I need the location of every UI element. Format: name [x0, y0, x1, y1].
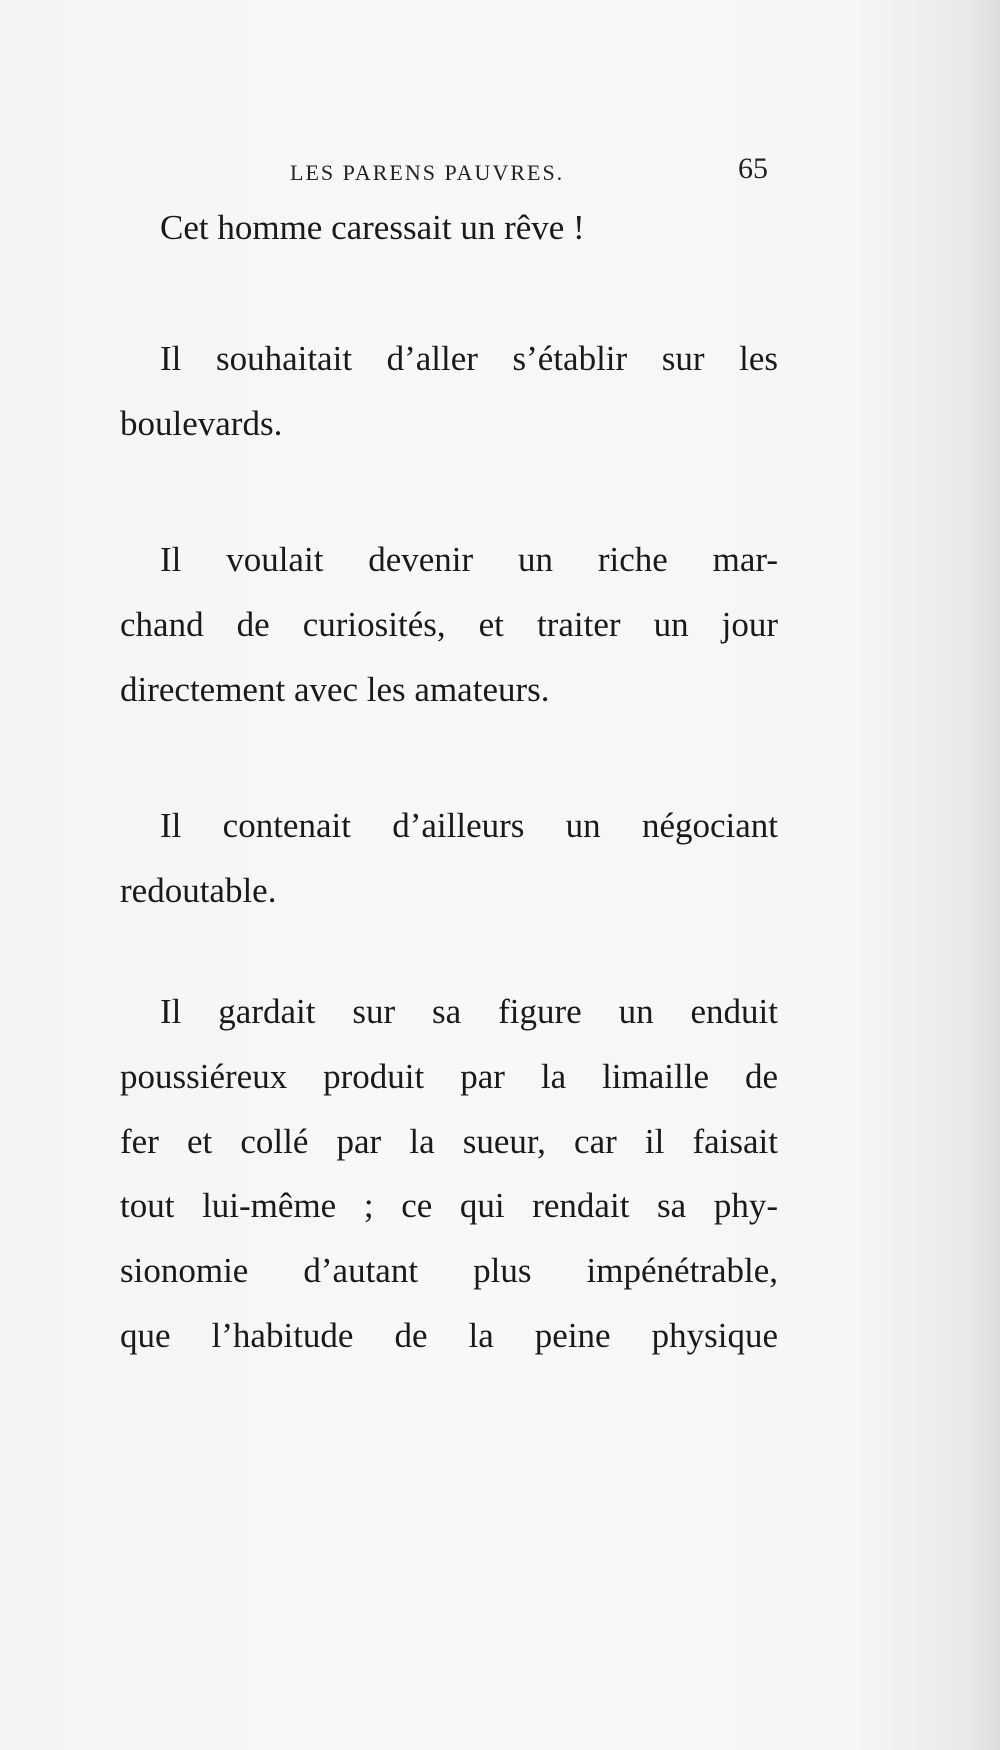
- text-line: tout lui-même ; ce qui rendait sa phy-: [120, 1186, 778, 1225]
- text-line: directement avec les amateurs.: [120, 670, 550, 709]
- text-line: boulevards.: [120, 404, 283, 443]
- text-line: Il souhaitait d’aller s’établir sur les: [160, 339, 778, 378]
- running-title: LES PARENS PAUVRES.: [290, 160, 565, 185]
- text-line: que l’habitude de la peine physique: [120, 1316, 778, 1355]
- text-line: fer et collé par la sueur, car il faisait: [120, 1122, 778, 1161]
- text-line: Il contenait d’ailleurs un négociant: [160, 806, 778, 845]
- text-line: poussiéreux produit par la limaille de: [120, 1057, 778, 1096]
- text-line: Il voulait devenir un riche mar-: [160, 540, 778, 579]
- text-line: sionomie d’autant plus impénétrable,: [120, 1251, 778, 1290]
- text-line: redoutable.: [120, 871, 277, 910]
- text-line: Cet homme caressait un rêve !: [160, 208, 585, 247]
- text-line: chand de curiosités, et traiter un jour: [120, 605, 778, 644]
- text-line: Il gardait sur sa figure un enduit: [160, 992, 778, 1031]
- page-number: 65: [738, 152, 768, 185]
